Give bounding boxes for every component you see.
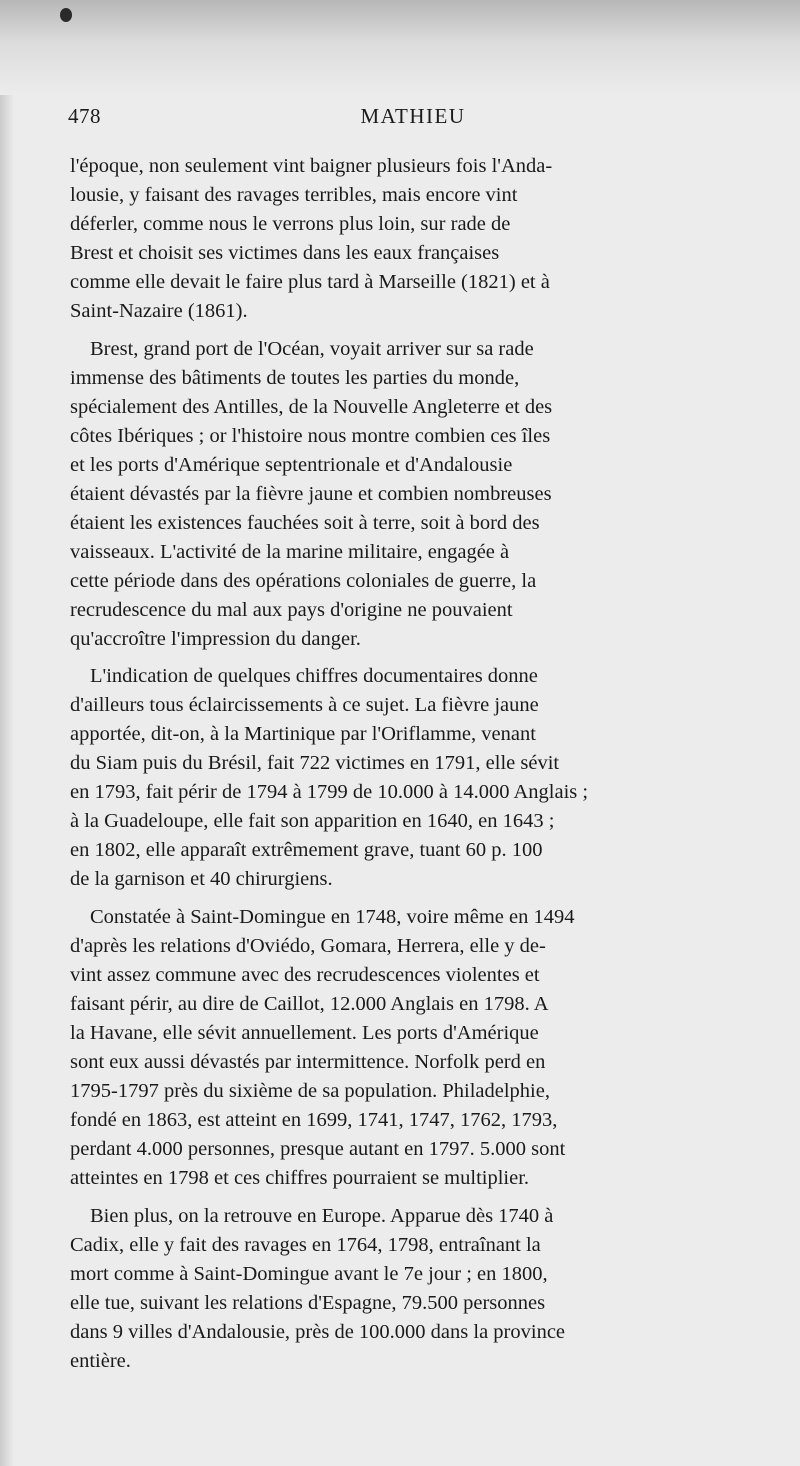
- running-head: MATHIEU: [360, 104, 466, 128]
- paragraph-4: Constatée à Saint-Domingue en 1748, voire même en 1494 d'après les relations d'Oviédo, Gomara, Herrera, elle y de- vint assez commune avec des recrudescences violentes et faisant périr, au dire de Caillot, 12.000 Anglais en 1798. A la Havane, elle sévit annuellement. Les ports d'Amérique sont eux aussi dévastés par intermittence. Norfolk perd en 1795-1797 près du sixième de sa population. Philadelphie, fondé en 1863, est atteint en 1699, 1741, 1747, 1762, 1793, perdant 4.000 personnes, presque autant en 1797. 5.000 sont atteintes en 1798 et ces chiffres pourraient se multiplier.: [70, 906, 575, 1189]
- paragraph-1: l'époque, non seulement vint baigner plusieurs fois l'Anda- lousie, y faisant des ravages terribles, mais encore vint déferler, comme nous le verrons plus loin, sur rade de Brest et choisit ses victimes dans les eaux françaises comme elle devait le faire plus tard à Marseille (1821) et à Saint-Nazaire (1861).: [70, 155, 553, 322]
- body-text: [70, 152, 756, 1376]
- gutter-shadow: [0, 95, 14, 1466]
- scan-stain: [0, 0, 800, 95]
- paragraph-2: Brest, grand port de l'Océan, voyait arriver sur sa rade immense des bâtiments de toutes les parties du monde, spécialement des Antilles, de la Nouvelle Angleterre et des côtes Ibériques ; or l'histoire nous montre combien ces îles et les ports d'Amérique septentrionale et d'Andalousie étaient dévastés par la fièvre jaune et combien nombreuses étaient les existences fauchées soit à terre, soit à bord des vaisseaux. L'activité de la marine militaire, engagée à cette période dans des opérations coloniales de guerre, la recrudescence du mal aux pays d'origine ne pouvaient qu'accroître l'impression du danger.: [70, 338, 553, 650]
- paragraph-3: L'indication de quelques chiffres documentaires donne d'ailleurs tous éclaircissements à ce sujet. La fièvre jaune apportée, dit-on, à la Martinique par l'Oriflamme, venant du Siam puis du Brésil, fait 722 victimes en 1791, elle sévit en 1793, fait périr de 1794 à 1799 de 10.000 à 14.000 Anglais ; à la Guadeloupe, elle fait son apparition en 1640, en 1643 ; en 1802, elle apparaît extrêmement grave, tuant 60 p. 100 de la garnison et 40 chirurgiens.: [70, 665, 589, 890]
- paragraph-5: Bien plus, on la retrouve en Europe. Apparue dès 1740 à Cadix, elle y fait des ravages en 1764, 1798, entraînant la mort comme à Saint-Domingue avant le 7e jour ; en 1800, elle tue, suivant les relations d'Espagne, 79.500 personnes dans 9 villes d'Andalousie, près de 100.000 dans la province entière.: [70, 1205, 566, 1372]
- page-number: 478: [68, 104, 101, 128]
- ink-blot: [60, 8, 72, 22]
- page-header: [68, 104, 758, 136]
